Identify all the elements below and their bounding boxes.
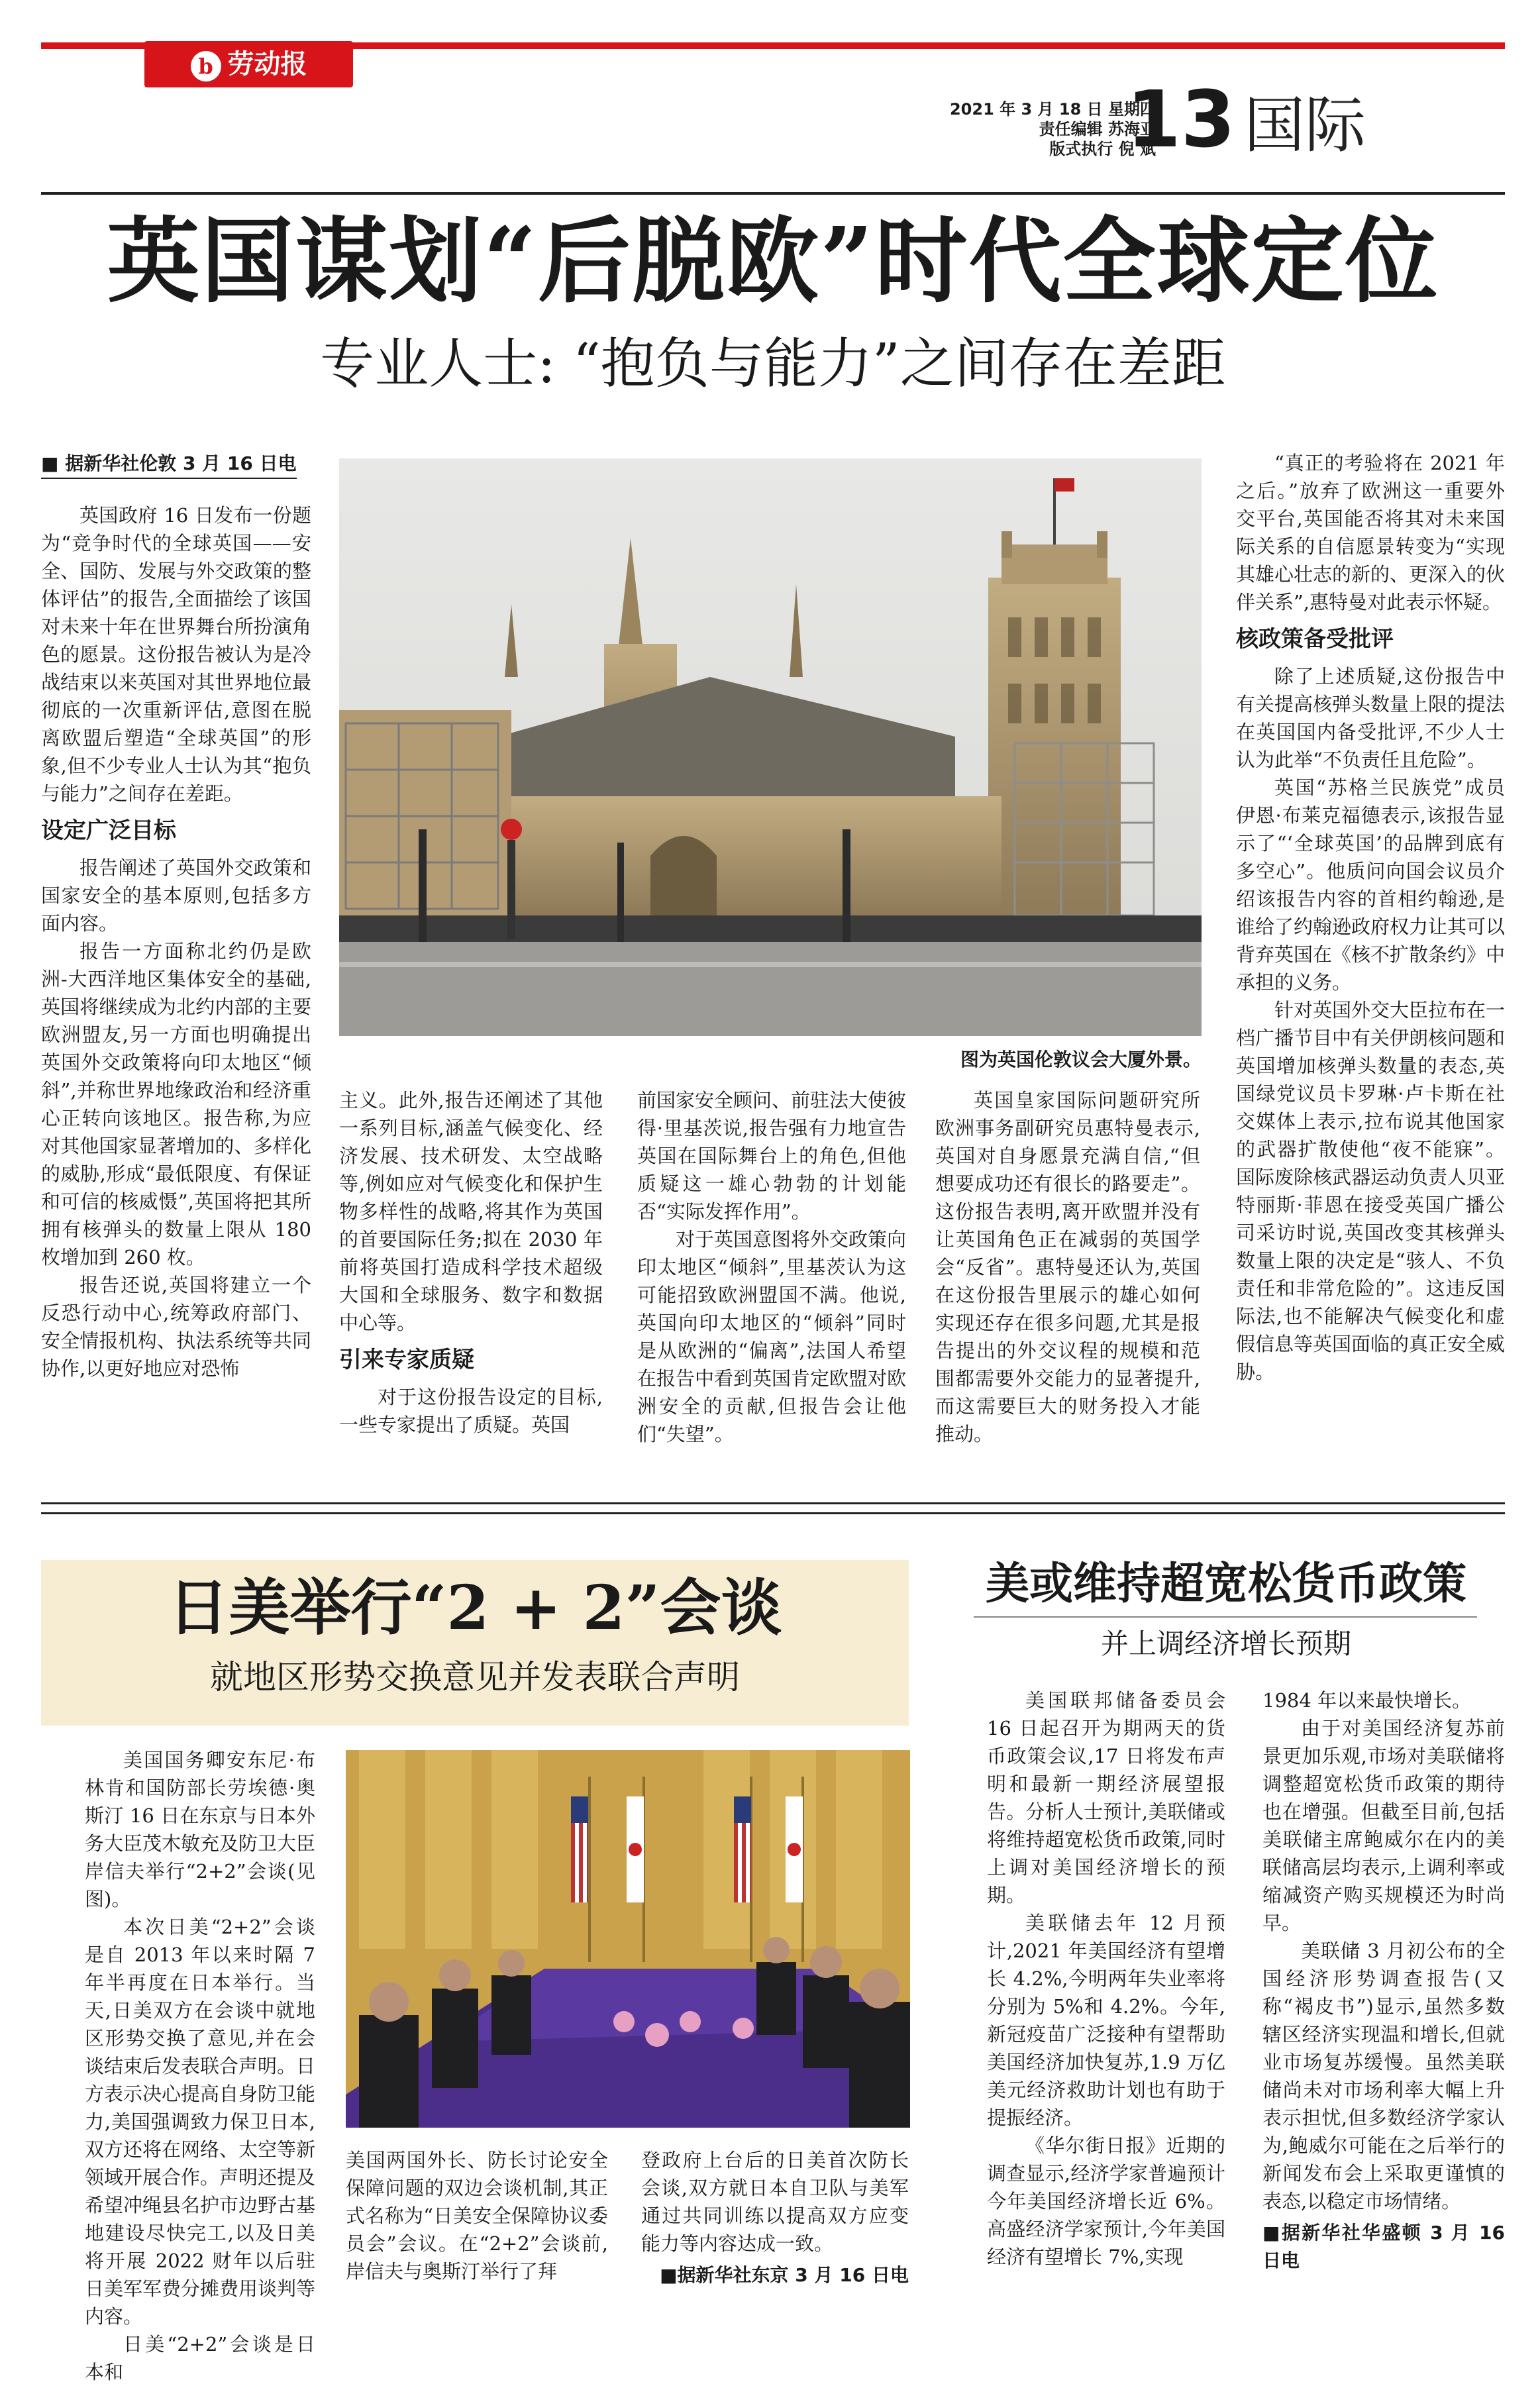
- japan-column-3: [641, 2146, 909, 2289]
- talks-illustration: [346, 1750, 910, 2128]
- paragraph: 登政府上台后的日美首次防长会谈,双方就日本自卫队与美军通过共同训练以提高双方应变能力等内容达成一致。: [641, 2149, 909, 2255]
- parliament-illustration: [339, 458, 1202, 1036]
- us-column-1: [987, 1686, 1225, 2271]
- parliament-photo: [339, 458, 1202, 1036]
- paragraph: 《华尔街日报》近期的调查显示,经济学家普遍预计今年美国经济增长近 6%。高盛经济学家预计,今年美国经济有望增长 7%,实现: [987, 2134, 1225, 2268]
- japan-headline: 日美举行“2 + 2”会谈: [168, 1572, 782, 1643]
- section-title: 国际: [1244, 90, 1366, 161]
- paragraph: 日美“2+2”会谈是日本和: [85, 2333, 315, 2383]
- paragraph: 英国皇家国际问题研究所欧洲事务副研究员惠特曼表示,英国对自身愿景充满自信,“但想要成功还有很长的路要走”。这份报告表明,离开欧盟并没有让英国角色正在减弱的英国学会“反省”。惠特曼还认为,英国在这份报告里展示的雄心如何实现还存在很多问题,尤其是报告提出的外交议程的规模和范围都需要外交能力的显著提升,而这需要巨大的财务投入才能推动。: [935, 1089, 1200, 1445]
- us-headline: 美或维持超宽松货币政策: [986, 1557, 1466, 1609]
- us-column-2: [1262, 1686, 1505, 2275]
- subheading: 引来专家质疑: [339, 1347, 474, 1373]
- paragraph: 美联储 3 月初公布的全国经济形势调查报告(又称“褐皮书”)显示,虽然多数辖区经济实现温和增长,但就业市场复苏缓慢。虽然美联储尚未对市场利率大幅上升表示担忧,但多数经济学家认为,鲍威尔可能在之后举行的新闻发布会上采取更谨慎的表态,以稳定市场情绪。: [1262, 1940, 1505, 2212]
- talks-photo: [346, 1750, 910, 2128]
- newspaper-logo: [144, 41, 353, 87]
- us-headline-rule: [974, 1616, 1477, 1618]
- section-divider: [41, 1502, 1505, 1514]
- us-dateline: ■据新华社华盛顿 3 月 16 日电: [1262, 2222, 1505, 2271]
- paragraph: 1984 年以来最快增长。: [1262, 1689, 1472, 1712]
- paragraph: 本次日美“2+2”会谈是自 2013 年以来时隔 7 年半再度在日本举行。当天,日美双方在会谈中就地区形势交换了意见,并在会谈结束后发表联合声明。日方表示决心提高自身防卫能力,美国强调致力保卫日本,双方还将在网络、太空等新领域开展合作。声明还提及希望冲绳县名护市边野古基地建设尽快完工,以及日美将开展 2022 财年以后驻日美军军费分摊费用谈判等内容。: [85, 1916, 316, 2328]
- paragraph: 除了上述质疑,这份报告中有关提高核弹头数量上限的提法在英国国内备受批评,不少人士认为此举“不负责任且危险”。: [1236, 665, 1506, 771]
- paragraph: “真正的考验将在 2021 年之后。”放弃了欧洲这一重要外交平台,英国能否将其对未来国际关系的自信愿景转变为“实现其雄心壮志的新的、更深入的伙伴关系”,惠特曼对此表示怀疑。: [1236, 452, 1506, 613]
- photo-caption: 图为英国伦敦议会大厦外景。: [960, 1049, 1202, 1070]
- lead-column-5: [1236, 449, 1505, 1386]
- lead-column-3: [637, 1086, 906, 1448]
- lead-column-1: [41, 449, 311, 1382]
- paragraph: 报告阐述了英国外交政策和国家安全的基本原则,包括多方面内容。: [41, 856, 311, 935]
- paragraph: 针对英国外交大臣拉布在一档广播节目中有关伊朗核问题和英国增加核弹头数量的表态,英国绿党议员卡罗琳·卢卡斯在社交媒体上表示,拉布说其他国家的武器扩散使他“夜不能寐”。国际废除核武器运动负责人贝亚特丽斯·菲恩在接受英国广播公司采访时说,英国改变其核弹头数量上限的决定是“骇人、不负责任和非常危险的”。这违反国际法,也不能解决气候变化和虚假信息等英国面临的真正安全威胁。: [1236, 999, 1506, 1383]
- page-number: 13: [1126, 74, 1235, 165]
- issue-editor: 责任编辑 苏海亚: [1039, 120, 1156, 138]
- paragraph: 英国政府 16 日发布一份题为“竞争时代的全球英国——安全、国防、发展与外交政策的整体评估”的报告,全面描绘了该国对未来十年在世界舞台所扮演角色的愿景。这份报告被认为是冷战结束以来英国对其世界地位最彻底的一次重新评估,意图在脱离欧盟后塑造“全球英国”的形象,但不少专业人士认为其“抱负与能力”之间存在差距。: [41, 504, 311, 805]
- us-subheadline: 并上调经济增长预期: [1100, 1628, 1351, 1660]
- paragraph: 美国国务卿安东尼·布林肯和国防部长劳埃德·奥斯汀 16 日在东京与日本外务大臣茂木敏充及防卫大臣岸信夫举行“2+2”会谈(见图)。: [85, 1749, 316, 1910]
- lead-subheadline: 专业人士: “抱负与能力”之间存在差距: [320, 333, 1226, 395]
- paragraph: 对于这份报告设定的目标,一些专家提出了质疑。英国: [339, 1386, 603, 1436]
- paragraph: 对于英国意图将外交政策向印太地区“倾斜”,里基茨认为这可能招致欧洲盟国不满。他说,英国向印太地区的“倾斜”同时是从欧洲的“偏离”,法国人希望在报告中看到英国肯定欧盟对欧洲安全的贡献,但报告会让他们“失望”。: [637, 1228, 907, 1445]
- paragraph: 主义。此外,报告还阐述了其他一系列目标,涵盖气候变化、经济发展、技术研发、太空战略等,例如应对气候变化和保护生物多样性的战略,将其作为英国的首要国际任务;拟在 2030 年前将英国打造成科学技术超级大国和全球服务、数字和数据中心等。: [339, 1089, 603, 1334]
- paragraph: 前国家安全顾问、前驻法大使彼得·里基茨说,报告强有力地宣告英国在国际舞台上的角色,但他质疑这一雄心勃勃的计划能否“实际发挥作用”。: [637, 1089, 907, 1223]
- japan-column-2: [346, 2146, 608, 2285]
- header-rule: [41, 192, 1505, 195]
- issue-designer: 版式执行 倪 斌: [1049, 140, 1156, 158]
- paragraph: 报告还说,英国将建立一个反恐行动中心,统筹政府部门、安全情报机构、执法系统等共同协作,以更好地应对恐怖: [41, 1274, 311, 1380]
- subheading: 设定广泛目标: [41, 817, 176, 844]
- japan-column-1: [85, 1746, 315, 2386]
- japan-dateline: ■据新华社东京 3 月 16 日电: [660, 2264, 909, 2286]
- logo-text: 劳动报: [227, 48, 307, 79]
- lead-dateline: ■ 据新华社伦敦 3 月 16 日电: [41, 450, 297, 479]
- japan-subheadline: 就地区形势交换意见并发表联合声明: [210, 1658, 740, 1696]
- paragraph: 报告一方面称北约仍是欧洲-大西洋地区集体安全的基础,英国将继续成为北约内部的主要欧洲盟友,另一方面也明确提出英国外交政策将向印太地区“倾斜”,并称世界地缘政治和经济重心正转向该地区。报告称,为应对其他国家显著增加的、多样化的威胁,形成“最低限度、有保证和可信的核威慑”,英国将把其所拥有核弹头的数量上限从 180 枚增加到 260 枚。: [41, 940, 311, 1269]
- issue-date: 2021 年 3 月 18 日 星期四: [949, 100, 1156, 119]
- lead-column-2: [339, 1086, 603, 1439]
- paragraph: 英国“苏格兰民族党”成员伊恩·布莱克福德表示,该报告显示了“‘全球英国’的品牌到底有多空心”。他质问向国会议员介绍该报告内容的首相约翰逊,是谁给了约翰逊政府权力让其可以背弃英国在《核不扩散条约》中承担的义务。: [1236, 776, 1506, 994]
- paragraph: 美国两国外长、防长讨论安全保障问题的双边会谈机制,其正式名称为“日美安全保障协议委员会”会议。在“2+2”会谈前,岸信夫与奥斯汀举行了拜: [346, 2149, 608, 2283]
- paragraph: 由于对美国经济复苏前景更加乐观,市场对美联储将调整超宽松货币政策的期待也在增强。但截至目前,包括美联储主席鲍威尔在内的美联储高层均表示,上调利率或缩减资产购买规模还为时尚早。: [1262, 1717, 1505, 1934]
- subheading: 核政策备受批评: [1236, 626, 1394, 652]
- paragraph: 美国联邦储备委员会 16 日起召开为期两天的货币政策会议,17 日将发布声明和最新一期经济展望报告。分析人士预计,美联储或将维持超宽松货币政策,同时上调对美国经济增长的预期。: [987, 1689, 1225, 1906]
- lead-column-4: [935, 1086, 1200, 1448]
- paragraph: 美联储去年 12 月预计,2021 年美国经济有望增长 4.2%,今明两年失业率将分别为 5%和 4.2%。今年,新冠疫苗广泛接种有望帮助美国经济加快复苏,1.9 万亿美元经济救助计划也有助于提振经济。: [987, 1912, 1225, 2129]
- logo-mark-icon: b: [191, 51, 221, 81]
- lead-headline: 英国谋划“后脱欧”时代全球定位: [107, 207, 1439, 316]
